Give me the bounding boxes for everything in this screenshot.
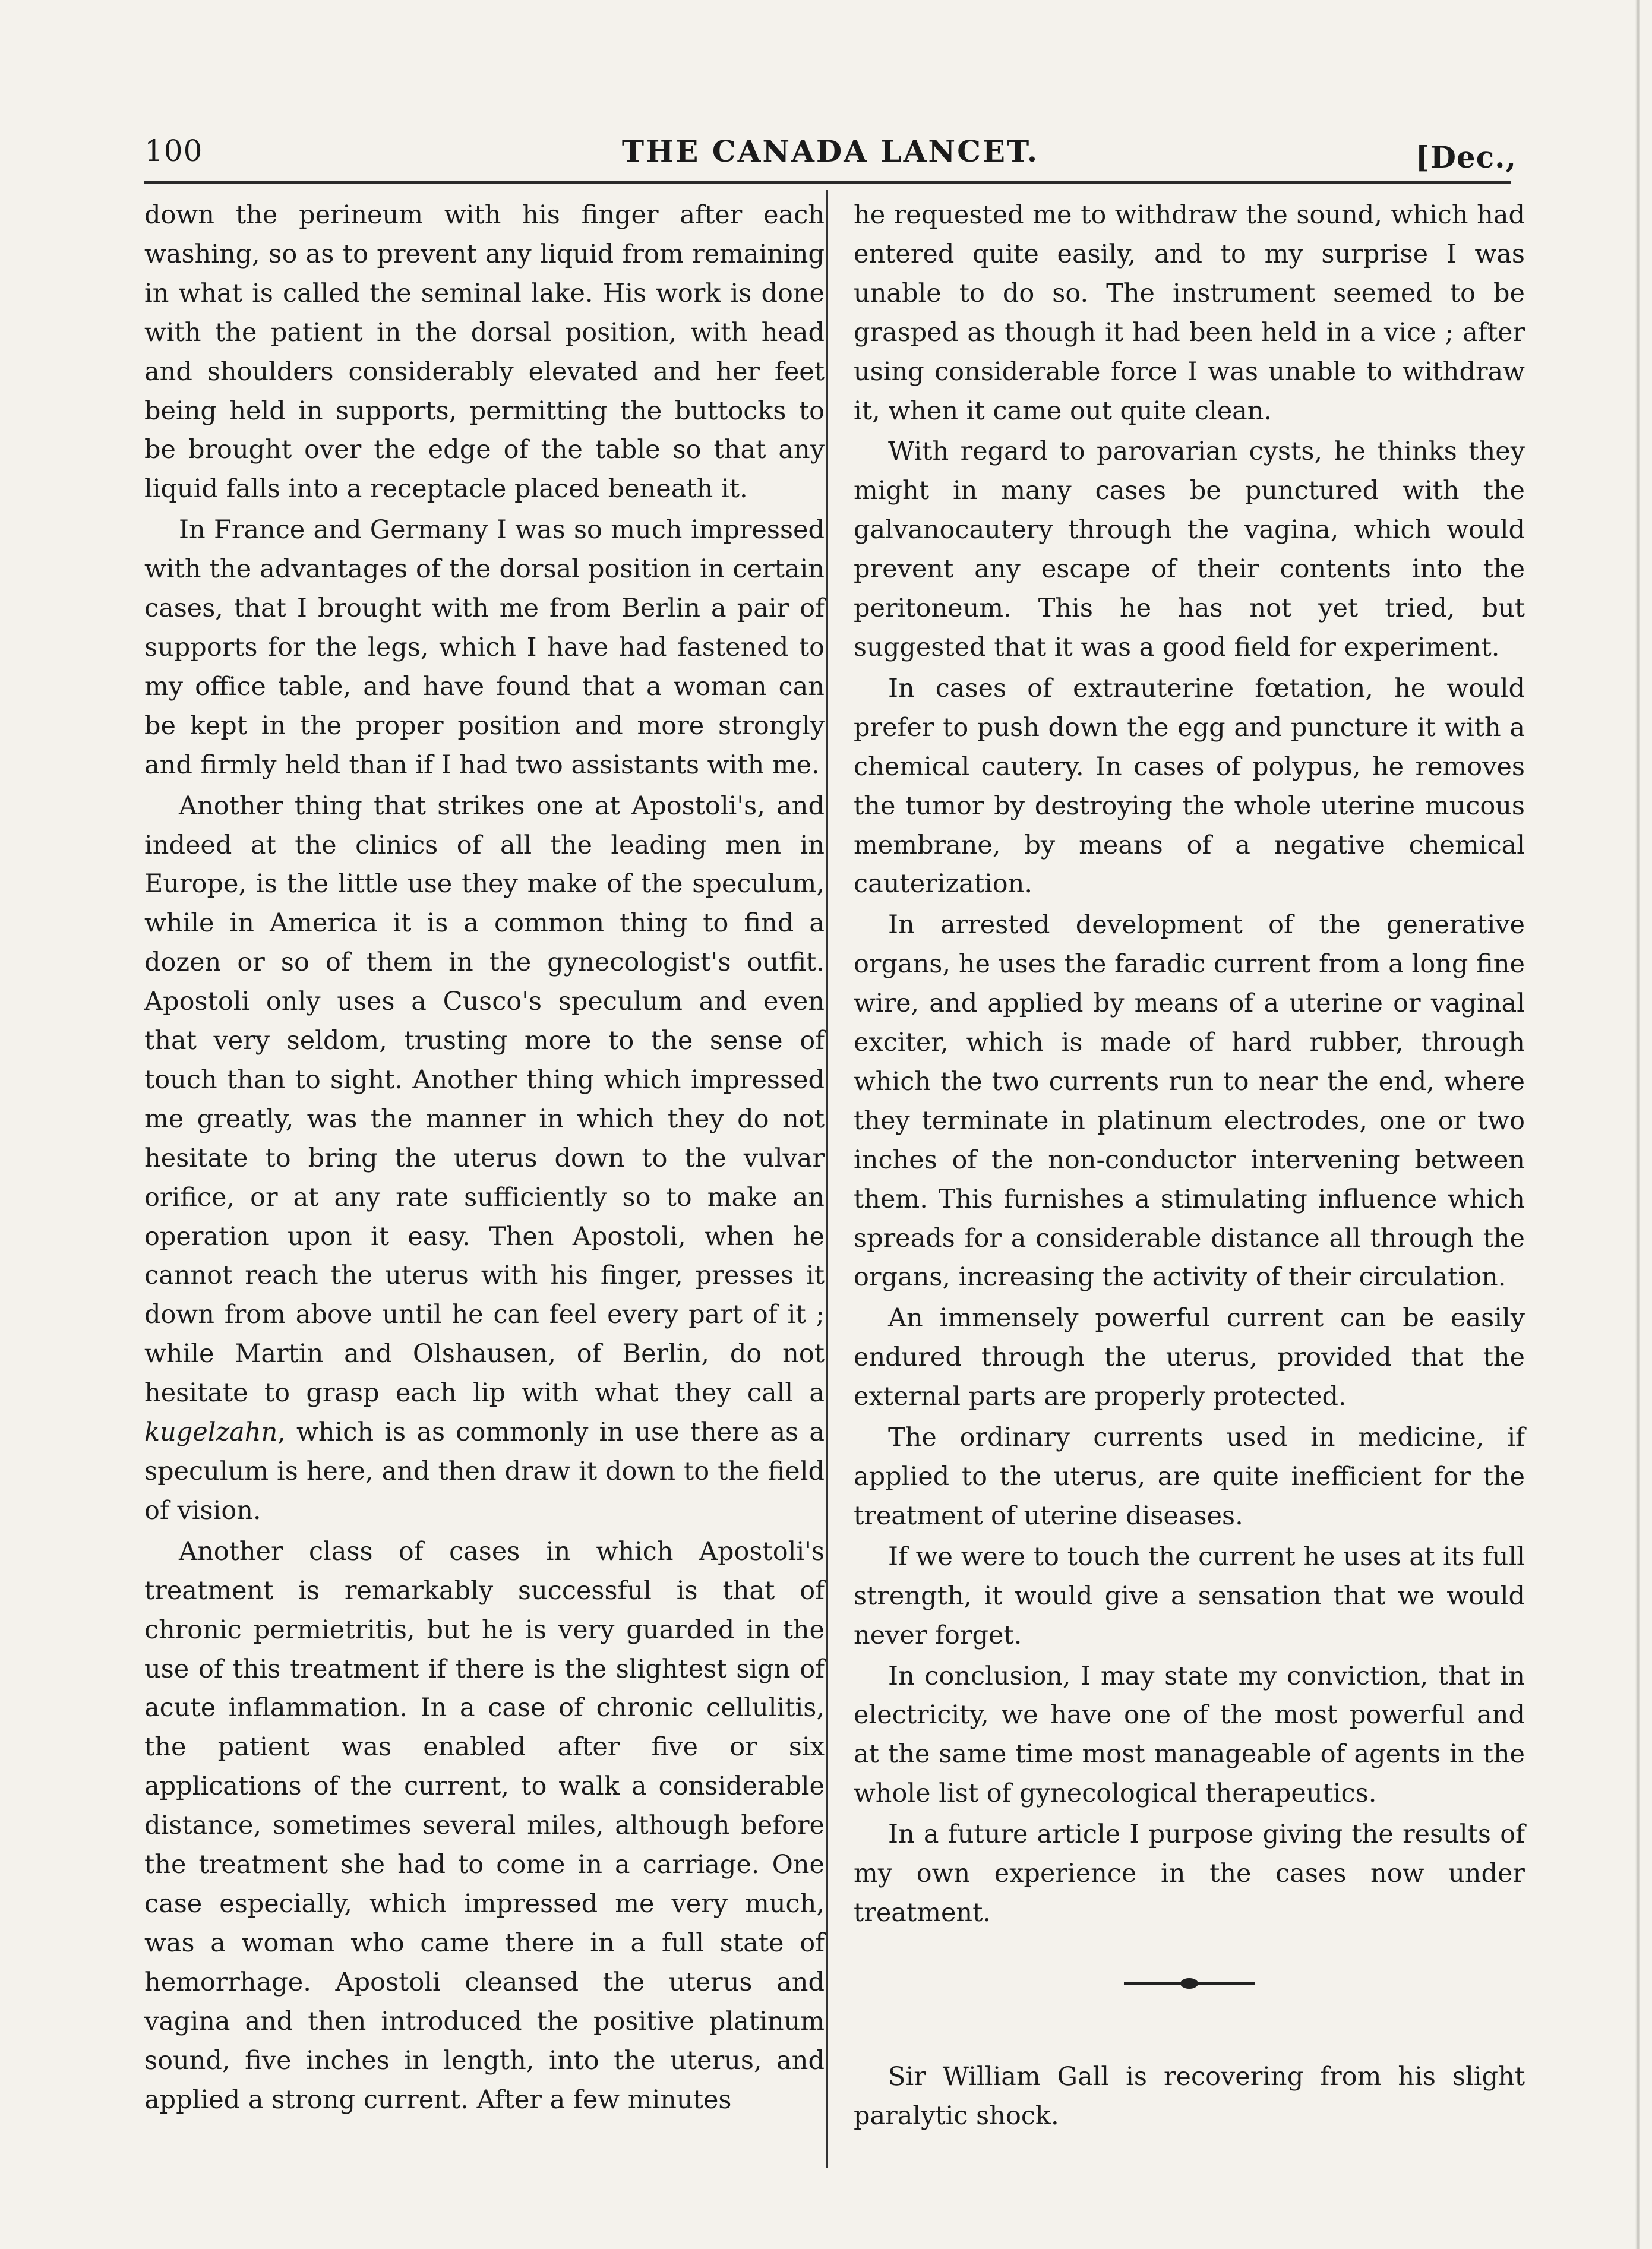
paragraph: In arrested development of the generative organs, he uses the faradic current from a long fine wire, and applied by means of a uterine or vaginal exciter, which is made of hard rubber, through which the two currents run to near the end, where they terminate in platinum electrodes, one or two inches of the non-conductor intervening between them. This furnishes a stimulating influence which spreads for a considerable distance all through the organs, increasing the activity of their circulation. — [854, 910, 1525, 1293]
separator-ornament — [1180, 1978, 1198, 1989]
paragraph: In France and Germany I was so much impressed with the advantages of the dorsal position in certain cases, that I brought with me from Berlin a pair of supports for the legs, which I have had fastened to my office table, and have found that a woman can be kept in the proper position and more strongly and firmly held than if I had two assistants with me. — [144, 515, 825, 780]
page-header — [144, 134, 1517, 181]
paragraph: An immensely powerful current can be easily endured through the uterus, provided that the external parts are properly protected. — [854, 1303, 1525, 1412]
news-item: Sir William Gall is recovering from his slight paralytic shock. — [854, 2061, 1525, 2131]
paragraph: With regard to parovarian cysts, he thinks they might in many cases be punctured with the galvanocautery through the vagina, which would prevent any escape of their contents into the peritoneum. This he has not yet tried, but suggested that it was a good field for experiment. — [854, 437, 1525, 662]
column-divider — [826, 190, 828, 2168]
right-column — [854, 196, 1525, 2138]
journal-title: THE CANADA LANCET. — [621, 134, 1040, 169]
left-column — [144, 196, 825, 2121]
page-edge — [1635, 0, 1640, 2249]
paragraph: In a future article I purpose giving the results of my own experience in the cases now under treatment. — [854, 1820, 1525, 1928]
italic-term: kugelzahn — [144, 1417, 278, 1448]
section-separator — [1124, 1975, 1255, 1992]
header-rule — [144, 181, 1511, 184]
issue-month: [Dec., — [1415, 140, 1517, 175]
paragraph: The ordinary currents used in medicine, if applied to the uterus, are quite inefficient for the treatment of uterine diseases. — [854, 1423, 1525, 1531]
paragraph: Another class of cases in which Apostoli's treatment is remarkably successful is that of chronic permietritis, but he is very guarded in the use of this treatment if there is the slightest sign of acute inflammation. In a case of chronic cellulitis, the patient was enabled after five or six applications of the current, to walk a considerable distance, sometimes several miles, although before the treatment she had to come in a carriage. One case especially, which impressed me very much, was a woman who came there in a full state of hemorrhage. Apostoli cleansed the uterus and vagina and then introduced the positive platinum sound, five inches in length, into the uterus, and applied a strong current. After a few minutes — [144, 1536, 825, 2115]
paragraph: down the perineum with his finger after each washing, so as to prevent any liquid from remaining in what is called the seminal lake. His work is done with the patient in the dorsal position, with head and shoulders considerably elevated and her feet being held in supports, permitting the buttocks to be brought over the edge of the table so that any liquid falls into a receptacle placed beneath it. — [144, 200, 825, 504]
paragraph-text: Another thing that strikes one at Apostoli's, and indeed at the clinics of all the leading men in Europe, is the little use they make of the speculum, while in America it is a common thing to find a dozen or so of them in the gynecologist's outfit. Apostoli only uses a Cusco's speculum and even that very seldom, trusting more to the sense of touch than to sight. Another thing which impressed me greatly, was the manner in which they do not hesitate to bring the uterus down to the vulvar orifice, or at any rate sufficiently so to make an operation upon it easy. Then Apostoli, when he cannot reach the uterus with his finger, presses it down from above until he can feel every part of it ; while Martin and Olshausen, of Berlin, do not hesitate to grasp each lip with what they call a — [144, 791, 825, 1408]
paragraph: he requested me to withdraw the sound, which had entered quite easily, and to my surprise I was unable to do so. The instrument seemed to be grasped as though it had been held in a vice ; after using considerable force I was unable to withdraw it, when it came out quite clean. — [854, 200, 1525, 426]
paragraph-text: , which is as commonly in use there as a speculum is here, and then draw it down to the field of vision. — [144, 1417, 825, 1525]
paragraph — [144, 787, 825, 1531]
paragraph: In cases of extrauterine fœtation, he would prefer to push down the egg and puncture it with a chemical cautery. In cases of polypus, he removes the tumor by destroying the whole uterine mucous membrane, by means of a negative chemical cauterization. — [854, 673, 1525, 899]
paragraph: If we were to touch the current he uses at its full strength, it would give a sensation that we would never forget. — [854, 1542, 1525, 1650]
page-number: 100 — [144, 134, 203, 168]
paragraph: In conclusion, I may state my conviction, that in electricity, we have one of the most powerful and at the same time most manageable of agents in the whole list of gynecological therapeutics. — [854, 1661, 1525, 1809]
